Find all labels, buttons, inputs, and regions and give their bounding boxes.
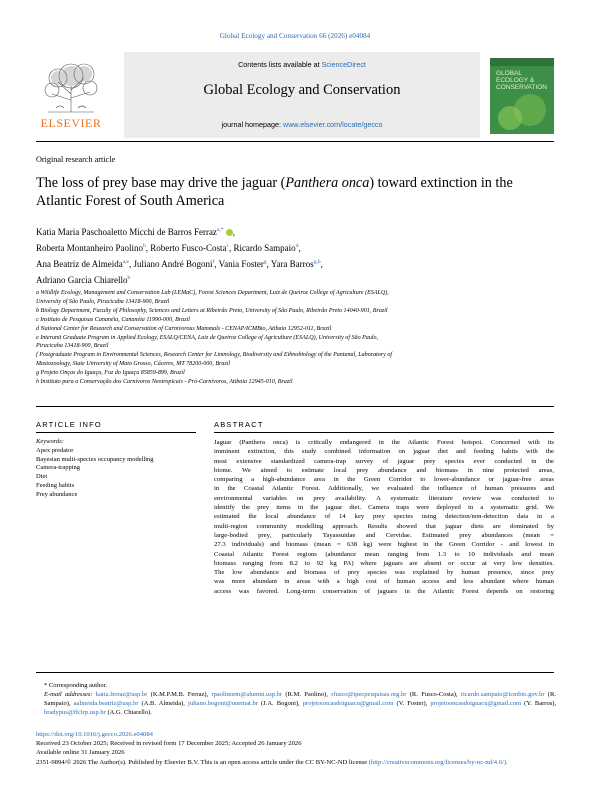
email-owner: (R. Sampaio), — [44, 691, 556, 707]
email-owner: (J.A. Bogoni), — [257, 700, 303, 707]
available-online: Available online 31 January 2026 — [36, 749, 125, 757]
affiliation-line: e Interunit Graduate Program in Applied Ecology, ESALQ/CENA, Luiz de Queiroz College of Agriculture (ESALQ), University of São Paulo, — [36, 334, 379, 341]
author-affiliation-marker[interactable]: b — [127, 275, 131, 281]
author-affiliation-marker[interactable]: f — [212, 259, 215, 265]
affiliation-line: b Biology Department, Faculty of Philosophy, Sciences and Letters at Ribeirão Preto, University of São Paulo, Ribeirão Preto 14040-901, Brazil — [36, 307, 388, 314]
article-info-rule — [36, 432, 196, 433]
keyword: Bayesian multi-species occupancy modelling — [36, 455, 154, 463]
author-name[interactable]: Ricardo Sampaio — [233, 243, 296, 253]
email-owner: (A.B. Almeida), — [138, 700, 189, 707]
doi-link[interactable]: https://doi.org/10.1016/j.gecco.2026.e04084 — [36, 731, 153, 738]
keyword: Feeding habits — [36, 481, 75, 489]
abstract-line: comparing a high-abundance area in the Green Corridor to lower-abundance or jaguar-free areas — [214, 476, 554, 484]
email-owner: (Y. Barros), — [521, 700, 557, 707]
keyword: Prey abundance — [36, 490, 78, 498]
affiliation-line: University of São Paulo, Piracicaba 13418-900, Brazil — [36, 298, 170, 305]
email-link[interactable]: katia.ferraz@usp.br — [95, 691, 148, 698]
author-name[interactable]: Juliano André Bogoni — [133, 259, 213, 269]
journal-info-box — [124, 52, 480, 138]
email-owner: (A.G. Chiarello). — [105, 709, 152, 716]
author-name[interactable]: Yara Barros — [270, 259, 314, 269]
abstract-line: multi-region community modelling approach. Results showed that jaguar diets are dominated by — [214, 522, 554, 530]
article-info-heading: ARTICLE INFO — [36, 420, 102, 429]
corresponding-author-note: * Corresponding author. — [44, 682, 108, 689]
email-link[interactable]: bradypus@ffclrp.usp.br — [44, 709, 106, 716]
abstract-line: identify the prey items in the jaguar diet. Camera traps were deployed in a systematic grid. We — [214, 504, 554, 512]
affiliation-line: f Postgraduate Program in Environmental Sciences, Research Center for Limnology, Biodiversity and Ethnobiology of the Pantanal, Laboratory of — [36, 352, 393, 359]
title-part-2: ) toward extinction in the Atlantic Forest of South America — [36, 175, 513, 209]
author-name[interactable]: Vania Foster — [218, 259, 264, 269]
publisher-logo[interactable] — [36, 60, 106, 132]
affiliation-line: a Wildlife Ecology, Management and Conservation Lab (LEMaC), Forest Sciences Department, Luiz de Queiroz College of Agriculture (ESALQ), — [36, 290, 389, 296]
author-name[interactable]: Adriano Garcia Chiarello — [36, 275, 128, 285]
abstract-line: access was favored. Long-term conservation of jaguars in the Atlantic Forest depends on restoring — [214, 587, 554, 595]
homepage-link[interactable]: www.elsevier.com/locate/gecco — [283, 120, 383, 129]
abstract-line: 27.3 individuals) and biomass (mean = 638 kg) were highest in the Green Corridor - and lowest in — [214, 541, 554, 549]
affiliation-line: Mastozoology, State University of Mato Grosso, Cáceres, MT 78200-000, Brazil — [36, 361, 231, 368]
article-type: Original research article — [36, 155, 116, 164]
affiliation-line: d National Center for Research and Conservation of Carnivorous Mammals - CENAP/ICMBio, Atibaia 12952-011, Brazil — [36, 325, 332, 332]
journal-header — [36, 52, 554, 138]
abstract-heading: ABSTRACT — [214, 420, 264, 429]
email-label: E-mail addresses: — [44, 691, 96, 698]
author-affiliation-marker[interactable]: b — [142, 243, 146, 249]
keywords-block — [36, 438, 196, 500]
author-affiliation-marker[interactable]: g — [263, 259, 267, 265]
email-link[interactable]: rpaolinorm@alumni.usp.br — [211, 691, 283, 698]
email-link[interactable]: aalmeida.beatriz@usp.br — [73, 700, 139, 707]
author-affiliation-marker[interactable]: c — [226, 243, 229, 249]
journal-reference[interactable]: Global Ecology and Conservation 66 (2026) e04084 — [219, 32, 371, 40]
article-title — [36, 174, 556, 210]
keyword: Camera-trapping — [36, 464, 81, 472]
abstract-rule — [214, 432, 554, 433]
orcid-icon[interactable] — [226, 229, 233, 236]
email-link[interactable]: rfusco@ipecpesquisas.org.br — [331, 691, 407, 698]
contents-prefix: Contents lists available at — [238, 60, 322, 69]
author-list: Katia Maria Paschoaletto Micchi de Barros Ferraz$^{a,*}$ , Roberta Montanheiro Paolino$^b$, Roberto Fusco-Costa$^c$, Ricardo Sampaio$^d$, Ana Beatriz de Almeida$^{a,e}$, Juliano André Bogoni$^f$, Vania Foster$^g$, Yara Barros$^{g,h}$, Adriano Garcia Chiarello$^b$ — [36, 227, 323, 285]
license-link[interactable]: (http://creativecommons.org/licenses/by-nc-nd/4.0/). — [368, 758, 508, 766]
abstract-line: in the Coastal Atlantic Forest. Additionally, we evaluated the influence of human pressures and — [214, 485, 554, 493]
email-owner: (R. Fusco-Costa), — [406, 691, 461, 698]
email-addresses — [36, 690, 556, 717]
abstract-line: was more abundant in areas with a high cost of human access and less abundant where human — [214, 578, 554, 586]
keywords-label: Keywords: — [36, 438, 64, 445]
journal-title: Global Ecology and Conservation — [203, 82, 401, 98]
abstract-line: biomass ranging from 8.2 to 92 kg PA) where jaguars are absent or occur at very low densities. — [214, 559, 554, 567]
contents-line — [124, 60, 480, 69]
journal-cover-image[interactable] — [490, 58, 554, 134]
footnote — [36, 681, 556, 717]
section-rule — [36, 406, 554, 407]
license-statement — [36, 758, 556, 767]
abstract-line: Coastal Atlantic Forest regions (abundance mean ranging from 1.3 to 10 individuals and mean — [214, 550, 554, 558]
email-link[interactable]: projetooncasdoiguacu@gmail.com — [430, 700, 522, 707]
abstract-line: biome. We aimed to estimate local prey abundance and biomass in nine protected areas, — [214, 466, 554, 474]
cover-title: GLOBAL ECOLOGY & CONSERVATION — [496, 70, 547, 91]
affiliation-line: c Instituto de Pesquisas Cananéia, Cananéia 11990-000, Brazil — [36, 316, 190, 323]
affiliation-line: g Projeto Onças do Iguaçu, Foz do Iguaçu 85859-899, Brazil — [36, 370, 185, 377]
abstract-line: imminent extinction, this study combined information on jaguar diet and feeding habits with the — [214, 448, 554, 456]
elsevier-wordmark: ELSEVIER — [40, 116, 102, 130]
abstract-line: environmental variables on prey availability. A systematic literature review was conducted to — [214, 494, 554, 502]
abstract-line: large-bodied prey, particularly Tayassuidae and Cervidae. Estimated prey abundances (mean = — [214, 531, 554, 539]
abstract-line: most extensive standardized camera-trap survey of jaguar prey species ever conducted in the — [214, 457, 554, 465]
article-history — [36, 730, 556, 767]
author-name[interactable]: Roberto Fusco-Costa — [150, 243, 227, 253]
abstract-line: Jaguar (Panthera onca) is critically endangered in the Atlantic Forest hotspot. Concerned with its — [214, 439, 554, 446]
author-name[interactable]: Roberta Montanheiro Paolino — [36, 243, 143, 253]
title-part-1: The loss of prey base may drive the jaguar ( — [36, 175, 286, 191]
email-link[interactable]: projetooncasdoiguacu@gmail.com — [302, 700, 394, 707]
keyword: Apex predator — [36, 446, 74, 454]
email-link[interactable]: juliano.bogoni@unemat.br — [188, 700, 258, 707]
author-name[interactable]: Katia Maria Paschoaletto Micchi de Barros Ferraz — [36, 227, 217, 237]
sciencedirect-link[interactable]: ScienceDirect — [321, 60, 366, 69]
footnote-rule — [36, 672, 554, 673]
received-dates: Received 23 October 2025; Received in revised form 17 December 2025; Accepted 26 January 2026 — [36, 740, 302, 748]
abstract-text — [214, 438, 554, 596]
keyword-list — [36, 447, 196, 500]
abstract-line: The low abundance and biomass of prey species was explained by human presence, since prey — [214, 569, 554, 577]
author-affiliation-marker[interactable]: a,e — [122, 259, 129, 265]
affiliation-line: h Instituto para a Conservação dos Carnívoros Neotropicais - Pró-Carnívoros, Atibaia 12945-010, Brazil — [36, 379, 293, 386]
homepage-line — [124, 120, 480, 129]
homepage-prefix: journal homepage: — [221, 120, 284, 129]
affiliation-line: Piracicaba 13418-900, Brazil — [36, 343, 109, 350]
keyword: Diet — [36, 473, 48, 481]
elsevier-tree-icon — [42, 60, 100, 114]
abstract-line: estimated the local abundance of 14 key prey species using detection/non-detection data in a — [214, 513, 554, 521]
email-owner: (K.M.P.M.B. Ferraz), — [147, 691, 212, 698]
email-link[interactable]: ricardo.sampaio@icmbio.gov.br — [460, 691, 545, 698]
title-species: Panthera onca — [285, 175, 370, 191]
author-affiliation-marker[interactable]: d — [295, 243, 299, 249]
email-owner: (V. Foster), — [393, 700, 431, 707]
header-rule — [36, 141, 554, 142]
affiliation-list — [36, 289, 556, 387]
author-affiliation-marker[interactable]: g,h — [313, 259, 321, 265]
email-owner: (R.M. Paolino), — [282, 691, 332, 698]
license-text: 2351-9894/© 2026 The Author(s). Published by Elsevier B.V. This is an open access article under the CC BY-NC-ND license — [36, 758, 368, 766]
author-affiliation-marker[interactable]: a,* — [216, 227, 224, 233]
author-name[interactable]: Ana Beatriz de Almeida — [36, 259, 123, 269]
